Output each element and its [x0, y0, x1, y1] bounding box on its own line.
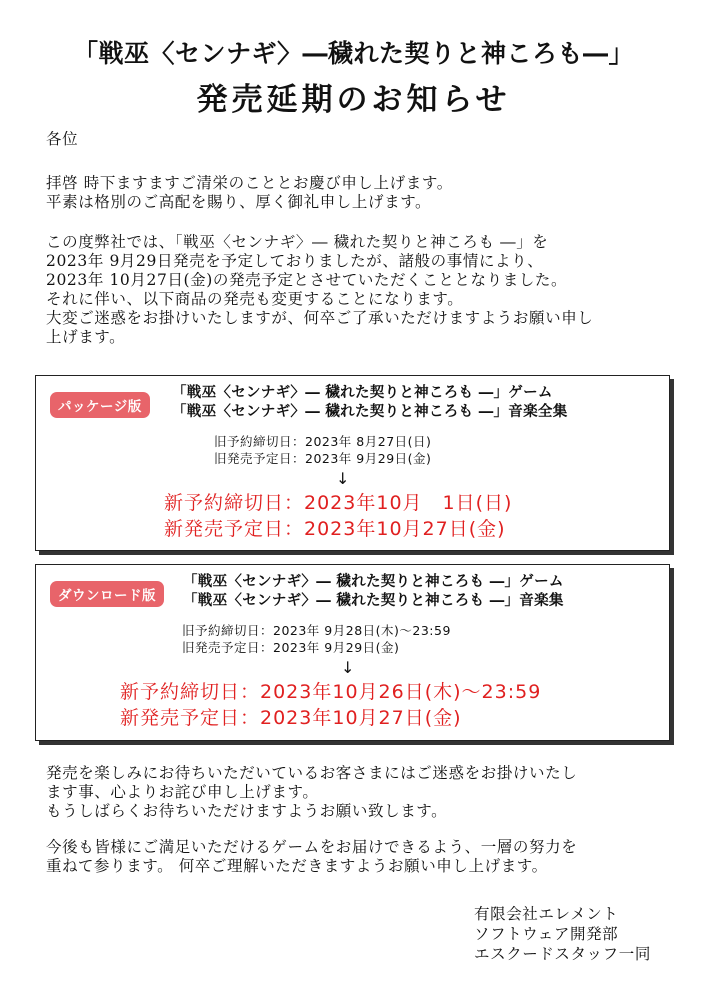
body-line: この度弊社では、「戦巫〈センナギ〉― 穢れた契りと神ころも ―」を [46, 233, 549, 251]
body-line: 大変ご迷惑をお掛けいたしますが、何卒ご了承いただけますようお願い申し [46, 309, 594, 327]
body-line: 上げます。 [46, 328, 126, 346]
package-edition-box [35, 375, 670, 551]
body-line: 2023年 9月29日発売を予定しておりましたが、諸般の事情により、 [46, 252, 544, 270]
product-title: 「戦巫〈センナギ〉― 穢れた契りと神ころも ―」ゲーム [172, 385, 553, 401]
closing-line: 発売を楽しみにお待ちいただいているお客さまにはご迷惑をお掛けいたし [46, 764, 578, 782]
old-date: 旧発売予定日：2023年 9月29日(金) [182, 640, 400, 655]
closing-line: ます事、心よりお詫び申し上げます。 [46, 783, 319, 801]
package-badge: パッケージ版 [50, 392, 150, 418]
old-date: 旧発売予定日：2023年 9月29日(金) [214, 451, 432, 466]
page-title: 「戦巫〈センナギ〉―穢れた契りと神ころも―」 [72, 39, 634, 68]
download-old-dates [182, 622, 451, 656]
down-arrow-icon: ↓ [336, 469, 350, 488]
greeting-text: 各位 [46, 130, 79, 148]
product-title: 「戦巫〈センナギ〉― 穢れた契りと神ころも ―」音楽集 [183, 593, 564, 609]
product-title: 「戦巫〈センナギ〉― 穢れた契りと神ころも ―」音楽全集 [172, 404, 568, 420]
greeting [46, 130, 78, 149]
down-arrow-icon: ↓ [341, 658, 355, 677]
body-paragraph [46, 233, 593, 347]
closing-line: 今後も皆様にご満足いただけるゲームをお届けできるよう、一層の努力を [46, 838, 578, 856]
download-badge: ダウンロード版 [50, 581, 164, 607]
body-line: それに伴い、以下商品の発売も変更することになります。 [46, 290, 464, 308]
package-old-dates [214, 433, 431, 467]
download-products [183, 573, 564, 611]
new-date: 新発売予定日：2023年10月27日(金) [164, 518, 506, 540]
salutation-line: 拝啓 時下ますますご清栄のこととお慶び申し上げます。 [46, 174, 453, 192]
salutation-line: 平素は格別のご高配を賜り、厚く御礼申し上げます。 [46, 193, 432, 211]
closing-paragraph-1 [46, 764, 577, 821]
signature-line: ソフトウェア開発部 [474, 925, 619, 943]
package-products [172, 384, 568, 422]
package-new-dates [164, 490, 512, 542]
signature [474, 904, 651, 964]
new-date: 新予約締切日：2023年10月 1日(日) [164, 492, 513, 514]
old-date: 旧予約締切日：2023年 9月28日(木)～23:59 [182, 623, 451, 638]
signature-line: 有限会社エレメント [474, 905, 619, 923]
new-date: 新発売予定日：2023年10月27日(金) [120, 707, 462, 729]
closing-line: もうしばらくお待ちいただけますようお願い致します。 [46, 802, 448, 820]
product-title: 「戦巫〈センナギ〉― 穢れた契りと神ころも ―」ゲーム [183, 574, 564, 590]
salutation [46, 174, 453, 212]
closing-paragraph-2 [46, 838, 577, 876]
closing-line: 重ねて参ります。 何卒ご理解いただきますようお願い申し上げます。 [46, 857, 548, 875]
page-subtitle: 発売延期のお知らせ [196, 82, 511, 118]
signature-line: エスクードスタッフ一同 [474, 945, 651, 963]
new-date: 新予約締切日：2023年10月26日(木)～23:59 [120, 681, 542, 703]
download-new-dates [120, 679, 541, 731]
old-date: 旧予約締切日：2023年 8月27日(日) [214, 434, 432, 449]
download-edition-box [35, 564, 670, 741]
body-line: 2023年 10月27日(金)の発売予定とさせていただくこととなりました。 [46, 271, 568, 289]
